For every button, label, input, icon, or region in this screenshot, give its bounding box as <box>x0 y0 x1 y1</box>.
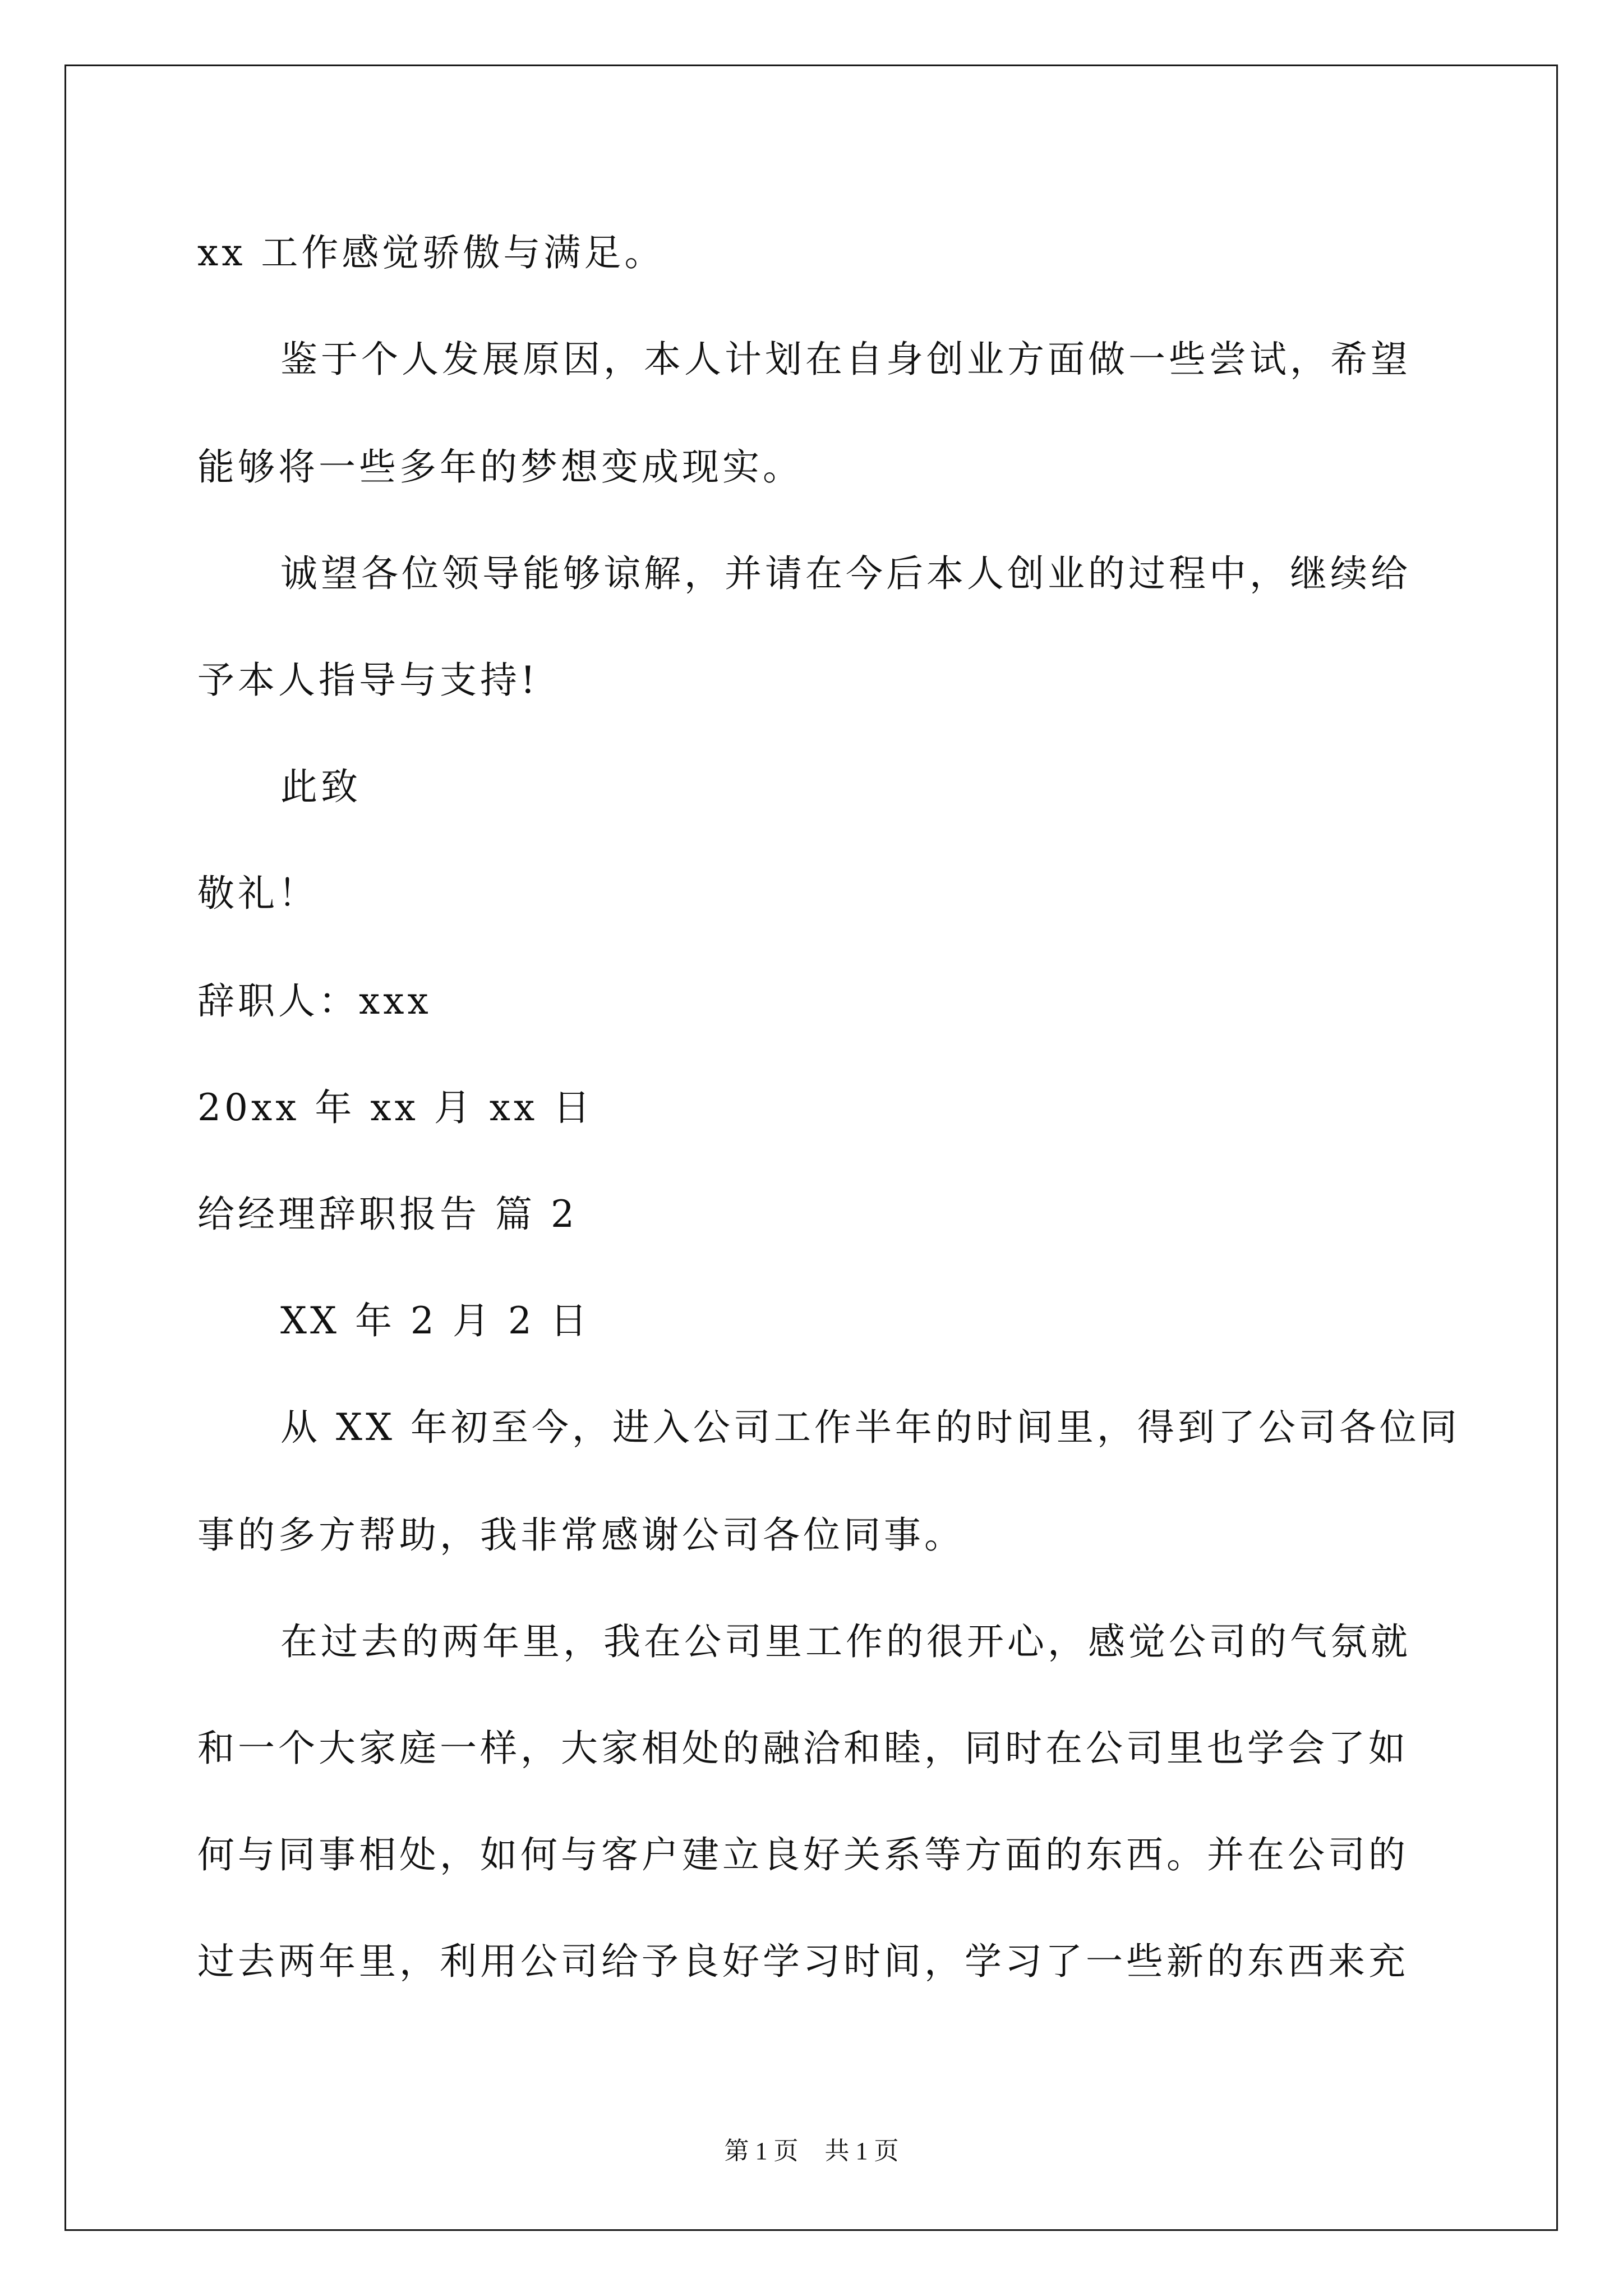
page-number: 第 1 页 <box>724 2137 799 2165</box>
paragraph-line: 从 XX 年初至今，进入公司工作半年的时间里，得到了公司各位同 <box>280 1406 1460 1449</box>
salutation-line: 此致 <box>280 765 361 808</box>
signature-line: 辞职人：xxx <box>197 979 432 1023</box>
page-total: 共 1 页 <box>824 2137 899 2165</box>
page-border <box>64 65 1558 2231</box>
text-line: xx 工作感觉骄傲与满足。 <box>197 231 665 274</box>
text-line: 和一个大家庭一样，大家相处的融洽和睦，同时在公司里也学会了如 <box>197 1727 1409 1770</box>
text-line: 能够将一些多年的梦想变成现实。 <box>197 445 803 489</box>
section-heading: 给经理辞职报告 篇 2 <box>197 1193 578 1236</box>
text-line: 过去两年里，利用公司给予良好学习时间，学习了一些新的东西来充 <box>197 1940 1409 1983</box>
paragraph-line: 诚望各位领导能够谅解，并请在今后本人创业的过程中，继续给 <box>280 552 1411 595</box>
page-footer <box>0 2131 1623 2166</box>
text-line: 何与同事相处，如何与客户建立良好关系等方面的东西。并在公司的 <box>197 1833 1409 1876</box>
text-line: 予本人指导与支持! <box>197 659 539 702</box>
text-line: 事的多方帮助，我非常感谢公司各位同事。 <box>197 1513 965 1557</box>
date-line: 20xx 年 xx 月 xx 日 <box>197 1086 594 1129</box>
paragraph-line: 鉴于个人发展原因，本人计划在自身创业方面做一些尝试，希望 <box>280 338 1411 381</box>
closing-line: 敬礼！ <box>197 872 319 915</box>
date-line: XX 年 2 月 2 日 <box>280 1299 591 1342</box>
paragraph-line: 在过去的两年里，我在公司里工作的很开心，感觉公司的气氛就 <box>280 1620 1411 1663</box>
